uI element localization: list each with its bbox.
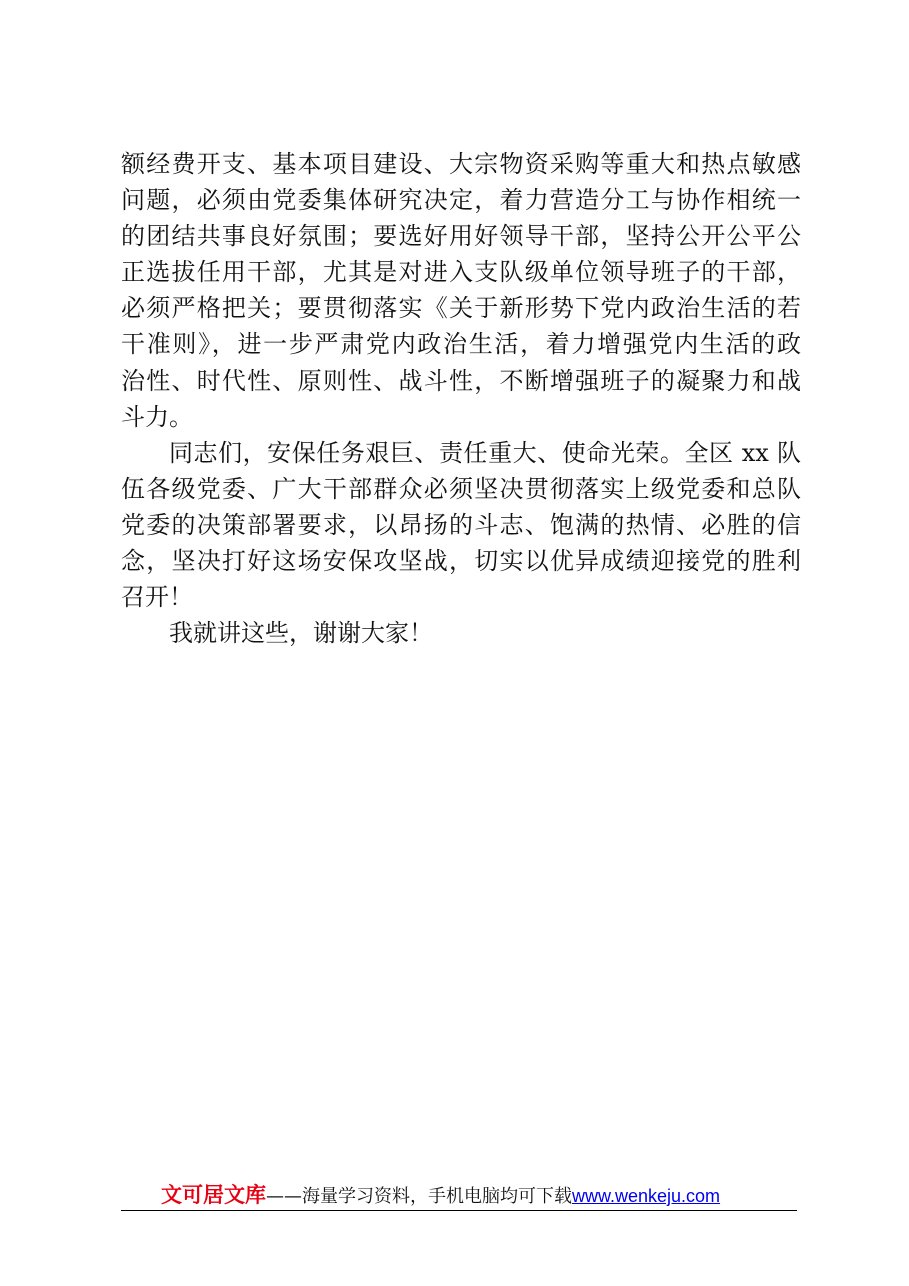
paragraph-2 bbox=[121, 435, 801, 615]
paragraph-1 bbox=[121, 146, 801, 435]
text-line: 干准则》，进一步严肃党内政治生活，着力增强党内生活的政 bbox=[121, 330, 801, 359]
footer-website-link[interactable]: www.wenkeju.com bbox=[572, 1186, 721, 1206]
text-line: 正选拔任用干部，尤其是对进入支队级单位领导班子的干部， bbox=[121, 258, 801, 287]
text-line: 党委的决策部署要求，以昂扬的斗志、饱满的热情、必胜的信 bbox=[121, 510, 801, 539]
footer-content bbox=[161, 1182, 720, 1210]
page-footer bbox=[121, 1180, 797, 1211]
text-line: 治性、时代性、原则性、战斗性，不断增强班子的凝聚力和战 bbox=[121, 366, 801, 395]
text-line: 伍各级党委、广大干部群众必须坚决贯彻落实上级党委和总队 bbox=[121, 474, 801, 503]
text-line: 念，坚决打好这场安保攻坚战，切实以优异成绩迎接党的胜利 bbox=[121, 547, 801, 576]
text-line: 额经费开支、基本项目建设、大宗物资采购等重大和热点敏感 bbox=[121, 150, 801, 178]
footer-tagline: ——海量学习资料，手机电脑均可下载 bbox=[266, 1186, 572, 1207]
text-line: 我就讲这些，谢谢大家！ bbox=[169, 619, 433, 648]
text-line: 同志们，安保任务艰巨、责任重大、使命光荣。全区 xx 队 bbox=[169, 438, 801, 467]
paragraph-3 bbox=[121, 615, 801, 651]
text-line: 斗力。 bbox=[121, 402, 193, 431]
text-line: 必须严格把关；要贯彻落实《关于新形势下党内政治生活的若 bbox=[121, 294, 801, 323]
text-line: 问题，必须由党委集体研究决定，着力营造分工与协作相统一 bbox=[121, 186, 801, 215]
document-body bbox=[121, 146, 801, 651]
text-line: 召开！ bbox=[121, 583, 193, 612]
footer-brand: 文可居文库 bbox=[161, 1183, 266, 1207]
text-line: 的团结共事良好氛围；要选好用好领导干部，坚持公开公平公 bbox=[121, 222, 801, 251]
